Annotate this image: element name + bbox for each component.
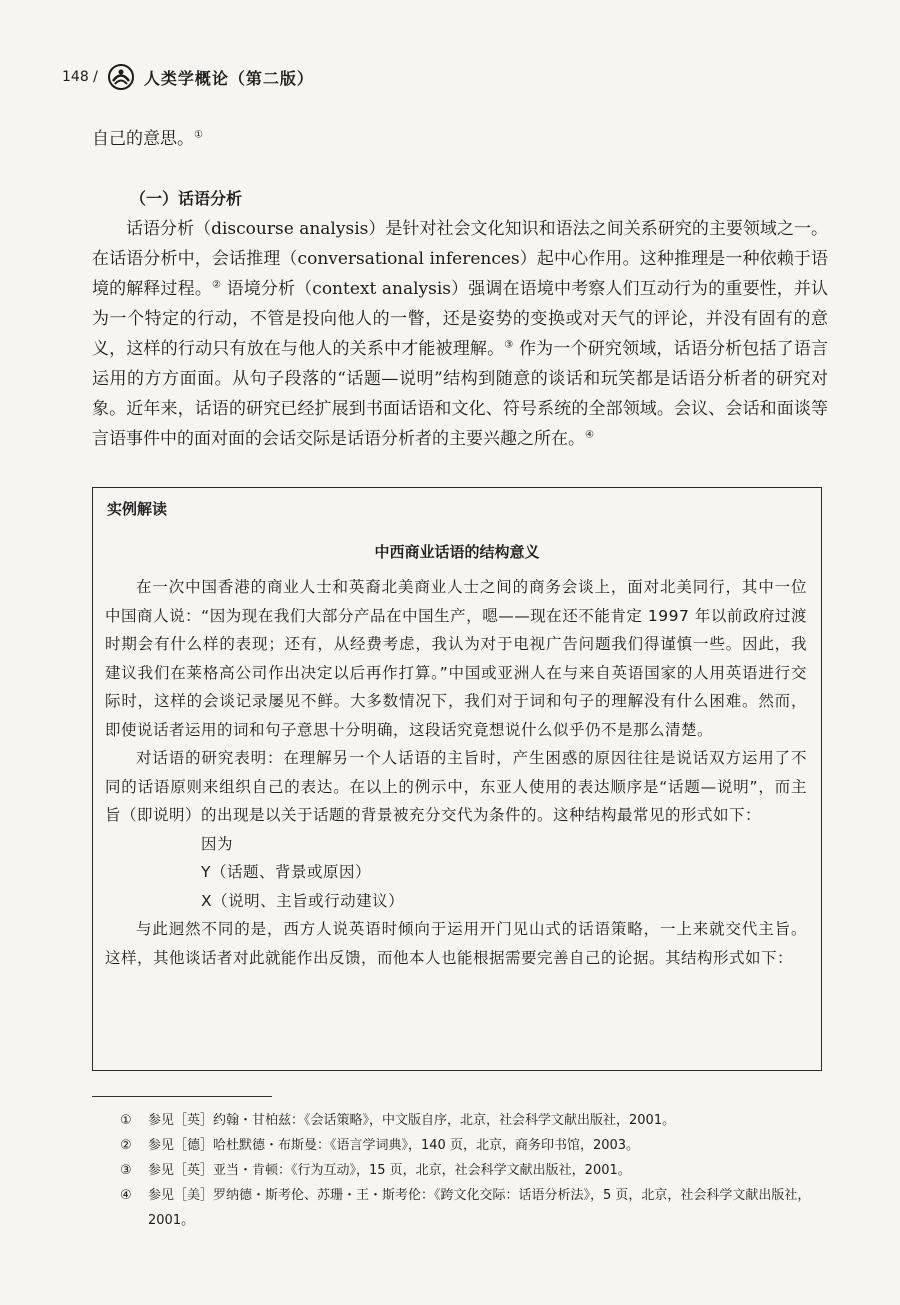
book-title: 人类学概论（第二版） <box>143 68 314 88</box>
main-paragraph <box>92 214 828 454</box>
page-number: 148 / <box>62 69 98 85</box>
example-paragraph-2: 对话语的研究表明：在理解另一个人话语的主旨时，产生困惑的原因往往是说话双方运用了不同的话语原则来组织自己的表达。在以上的例示中，东亚人使用的表达顺序是“话题—说明”，而主旨（即说明）的出现是以关于话题的背景被充分交代为条件的。这种结构最常见的形式如下： <box>105 749 807 824</box>
formula-line-y: Y（话题、背景或原因） <box>201 863 371 881</box>
footnote-text: 参见［德］哈杜默德・布斯曼：《语言学词典》，140 页，北京，商务印书馆，2003。 <box>148 1138 640 1153</box>
example-box-title: 中西商业话语的结构意义 <box>374 543 540 561</box>
footnote-ref-4: ④ <box>585 429 594 441</box>
page-header <box>62 62 314 92</box>
paragraph-part-2: 语境分析（context analysis）强调在语境中考察人们互动行为的重要性，并认为一个特定的行动，不管是投向他人的一瞥，还是姿势的变换或对天气的评论，并没有固有的意义，这样的行动只有放在与他人的关系中才能被理解。 <box>92 279 829 359</box>
footnote-4 <box>120 1183 830 1233</box>
footnote-ref-2: ② <box>211 279 222 291</box>
footnote-1 <box>120 1108 830 1133</box>
example-paragraph-1: 在一次中国香港的商业人士和英裔北美商业人士之间的商务会谈上，面对北美同行，其中一位中国商人说：“因为现在我们大部分产品在中国生产，嗯——现在还不能肯定 1997 年以前政府过渡时期会有什么样的表现；还有，从经费考虑，我认为对于电视广告问题我们得谨慎一些。因此，我建议我们在莱格高公司作出决定以后再作打算。”中国或亚洲人在与来自英语国家的人用英语进行交际时，这样的会谈记录屡见不鲜。大多数情况下，我们对于词和句子的理解没有什么困难。然而，即使说话者运用的词和句子意思十分明确，这段话究竟想说什么似乎仍不是那么清楚。 <box>105 578 807 739</box>
continuation-text: 自己的意思。 <box>92 129 194 149</box>
footnote-text: 参见［英］约翰・甘柏兹：《会话策略》，中文版自序，北京，社会科学文献出版社，2001。 <box>148 1113 676 1128</box>
example-paragraph-3: 与此迥然不同的是，西方人说英语时倾向于运用开门见山式的话语策略，一上来就交代主旨。这样，其他谈话者对此就能作出反馈，而他本人也能根据需要完善自己的论据。其结构形式如下： <box>105 920 807 967</box>
footnote-text: 参见［英］亚当・肯顿：《行为互动》，15 页，北京，社会科学文献出版社，2001。 <box>148 1163 631 1178</box>
footnote-3 <box>120 1158 830 1183</box>
footnote-mark: ③ <box>120 1163 132 1178</box>
footnote-2 <box>120 1133 830 1158</box>
formula-line-because: 因为 <box>201 834 234 853</box>
continuation-line <box>92 124 828 154</box>
footnote-divider <box>92 1096 272 1097</box>
example-box <box>92 487 822 1071</box>
formula-line-x: X（说明、主旨或行动建议） <box>201 891 405 910</box>
paragraph-part-3: 作为一个研究领域，话语分析包括了语言运用的方方面面。从句子段落的“话题—说明”结构到随意的谈话和玩笑都是话语分析者的研究对象。近年来，话语的研究已经扩展到书面话语和文化、符号系统的全部领域。会议、会话和面谈等言语事件中的面对面的会话交际是话语分析者的主要兴趣之所在。 <box>92 339 829 449</box>
example-box-body <box>105 573 807 972</box>
footnote-ref-3: ③ <box>504 339 514 351</box>
example-box-label: 实例解读 <box>107 500 168 518</box>
footnotes <box>120 1108 830 1233</box>
footnote-ref-1: ① <box>194 129 203 141</box>
paragraph-part-1: 话语分析（discourse analysis）是针对社会文化知识和语法之间关系研究的主要领域之一。在话语分析中，会话推理（conversational inferences）起中心作用。这种推理是一种依赖于语境的解释过程。 <box>92 219 828 299</box>
footnote-mark: ① <box>120 1113 132 1128</box>
publisher-logo-icon <box>108 64 134 90</box>
section-heading: （一）话语分析 <box>130 189 243 208</box>
footnote-mark: ② <box>120 1138 132 1153</box>
footnote-text: 参见［美］罗纳德・斯考伦、苏珊・王・斯考伦：《跨文化交际：话语分析法》，5 页，北京，社会科学文献出版社，2001。 <box>148 1188 811 1228</box>
footnote-mark: ④ <box>120 1188 132 1203</box>
